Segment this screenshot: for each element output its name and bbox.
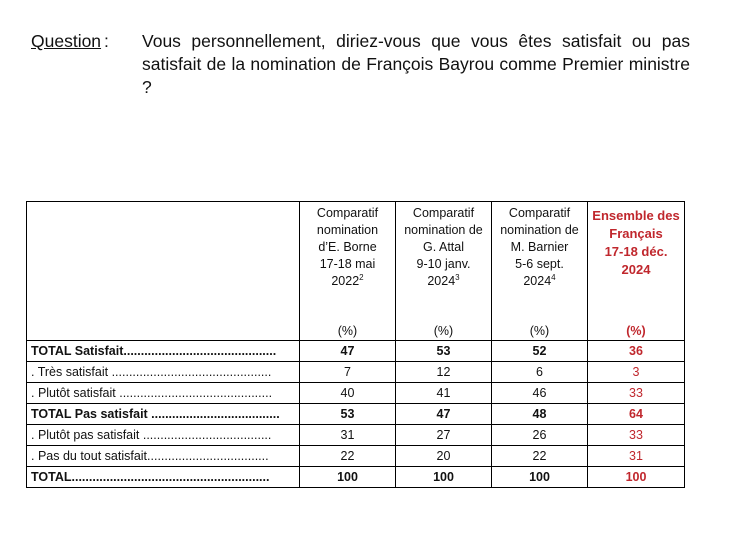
question-colon: : [104, 31, 109, 51]
row-value-highlight: 3 [588, 362, 685, 383]
row-value: 100 [492, 467, 588, 488]
col-barnier-line: nomination de [500, 223, 579, 237]
row-value: 47 [300, 341, 396, 362]
col-barnier-line: M. Barnier [510, 240, 569, 254]
col-borne-line: Comparatif [316, 206, 379, 220]
row-value: 100 [396, 467, 492, 488]
col-ensemble-line: 2024 [621, 262, 651, 277]
row-value: 46 [492, 383, 588, 404]
table-row [27, 467, 685, 488]
row-value-highlight: 31 [588, 446, 685, 467]
col-barnier-year: 2024 [523, 274, 552, 288]
row-value: 27 [396, 425, 492, 446]
col-borne-line: nomination [316, 223, 379, 237]
row-value-highlight: 33 [588, 383, 685, 404]
row-label: TOTAL Pas satisfait ..................................... [27, 404, 300, 425]
row-value: 53 [396, 341, 492, 362]
row-value: 48 [492, 404, 588, 425]
header-col-ensemble [588, 202, 685, 341]
col-borne-pct: (%) [337, 324, 358, 338]
col-ensemble-line: Ensemble des [592, 208, 680, 223]
row-value: 53 [300, 404, 396, 425]
results-table [26, 201, 685, 488]
col-barnier-pct: (%) [529, 324, 550, 338]
col-attal-year-line [396, 273, 491, 290]
col-attal-year: 2024 [427, 274, 456, 288]
col-borne-line: d’E. Borne [318, 240, 377, 254]
col-ensemble-pct: (%) [626, 324, 646, 338]
row-label: . Plutôt satisfait ............................................ [27, 383, 300, 404]
row-label: TOTAL......................................................... [27, 467, 300, 488]
col-attal-line: nomination de [404, 223, 483, 237]
header-empty-cell [27, 202, 300, 341]
row-label: . Pas du tout satisfait................................... [27, 446, 300, 467]
row-value: 41 [396, 383, 492, 404]
row-label: TOTAL Satisfait............................................ [27, 341, 300, 362]
row-value-highlight: 64 [588, 404, 685, 425]
row-value: 52 [492, 341, 588, 362]
table-row [27, 425, 685, 446]
row-value: 47 [396, 404, 492, 425]
question-text: Vous personnellement, diriez-vous que vous êtes satisfait ou pas satisfait de la nomination de François Bayrou comme Premier ministre ? [142, 31, 690, 97]
header-col-attal [396, 202, 492, 341]
row-value: 26 [492, 425, 588, 446]
header-col-borne [300, 202, 396, 341]
col-borne-line: 17-18 mai [319, 257, 376, 271]
header-col-barnier [492, 202, 588, 341]
row-value: 100 [300, 467, 396, 488]
row-label: . Plutôt pas satisfait ..................................... [27, 425, 300, 446]
row-value: 6 [492, 362, 588, 383]
col-attal-footnote: 3 [455, 272, 460, 282]
col-ensemble-line: 17-18 déc. [604, 244, 668, 259]
col-attal-line: 9-10 janv. [416, 257, 471, 271]
col-barnier-line: Comparatif [508, 206, 571, 220]
col-ensemble-line: Français [609, 226, 663, 241]
table-row [27, 362, 685, 383]
question-label: Question [31, 31, 102, 51]
header-row [27, 202, 685, 341]
row-value: 7 [300, 362, 396, 383]
col-borne-year: 2022 [331, 274, 360, 288]
row-value: 31 [300, 425, 396, 446]
col-borne-year-line [300, 273, 395, 290]
col-barnier-footnote: 4 [551, 272, 556, 282]
table-row [27, 383, 685, 404]
col-attal-line: Comparatif [412, 206, 475, 220]
col-attal-line: G. Attal [423, 240, 464, 254]
row-value-highlight: 100 [588, 467, 685, 488]
row-value: 22 [492, 446, 588, 467]
row-value: 40 [300, 383, 396, 404]
row-value-highlight: 36 [588, 341, 685, 362]
row-label: . Très satisfait .............................................. [27, 362, 300, 383]
col-attal-pct: (%) [433, 324, 454, 338]
table-row [27, 341, 685, 362]
row-value: 20 [396, 446, 492, 467]
table-row [27, 446, 685, 467]
row-value: 22 [300, 446, 396, 467]
row-value-highlight: 33 [588, 425, 685, 446]
col-barnier-year-line [492, 273, 587, 290]
col-barnier-line: 5-6 sept. [515, 257, 564, 271]
table-row [27, 404, 685, 425]
col-borne-footnote: 2 [359, 272, 364, 282]
row-value: 12 [396, 362, 492, 383]
